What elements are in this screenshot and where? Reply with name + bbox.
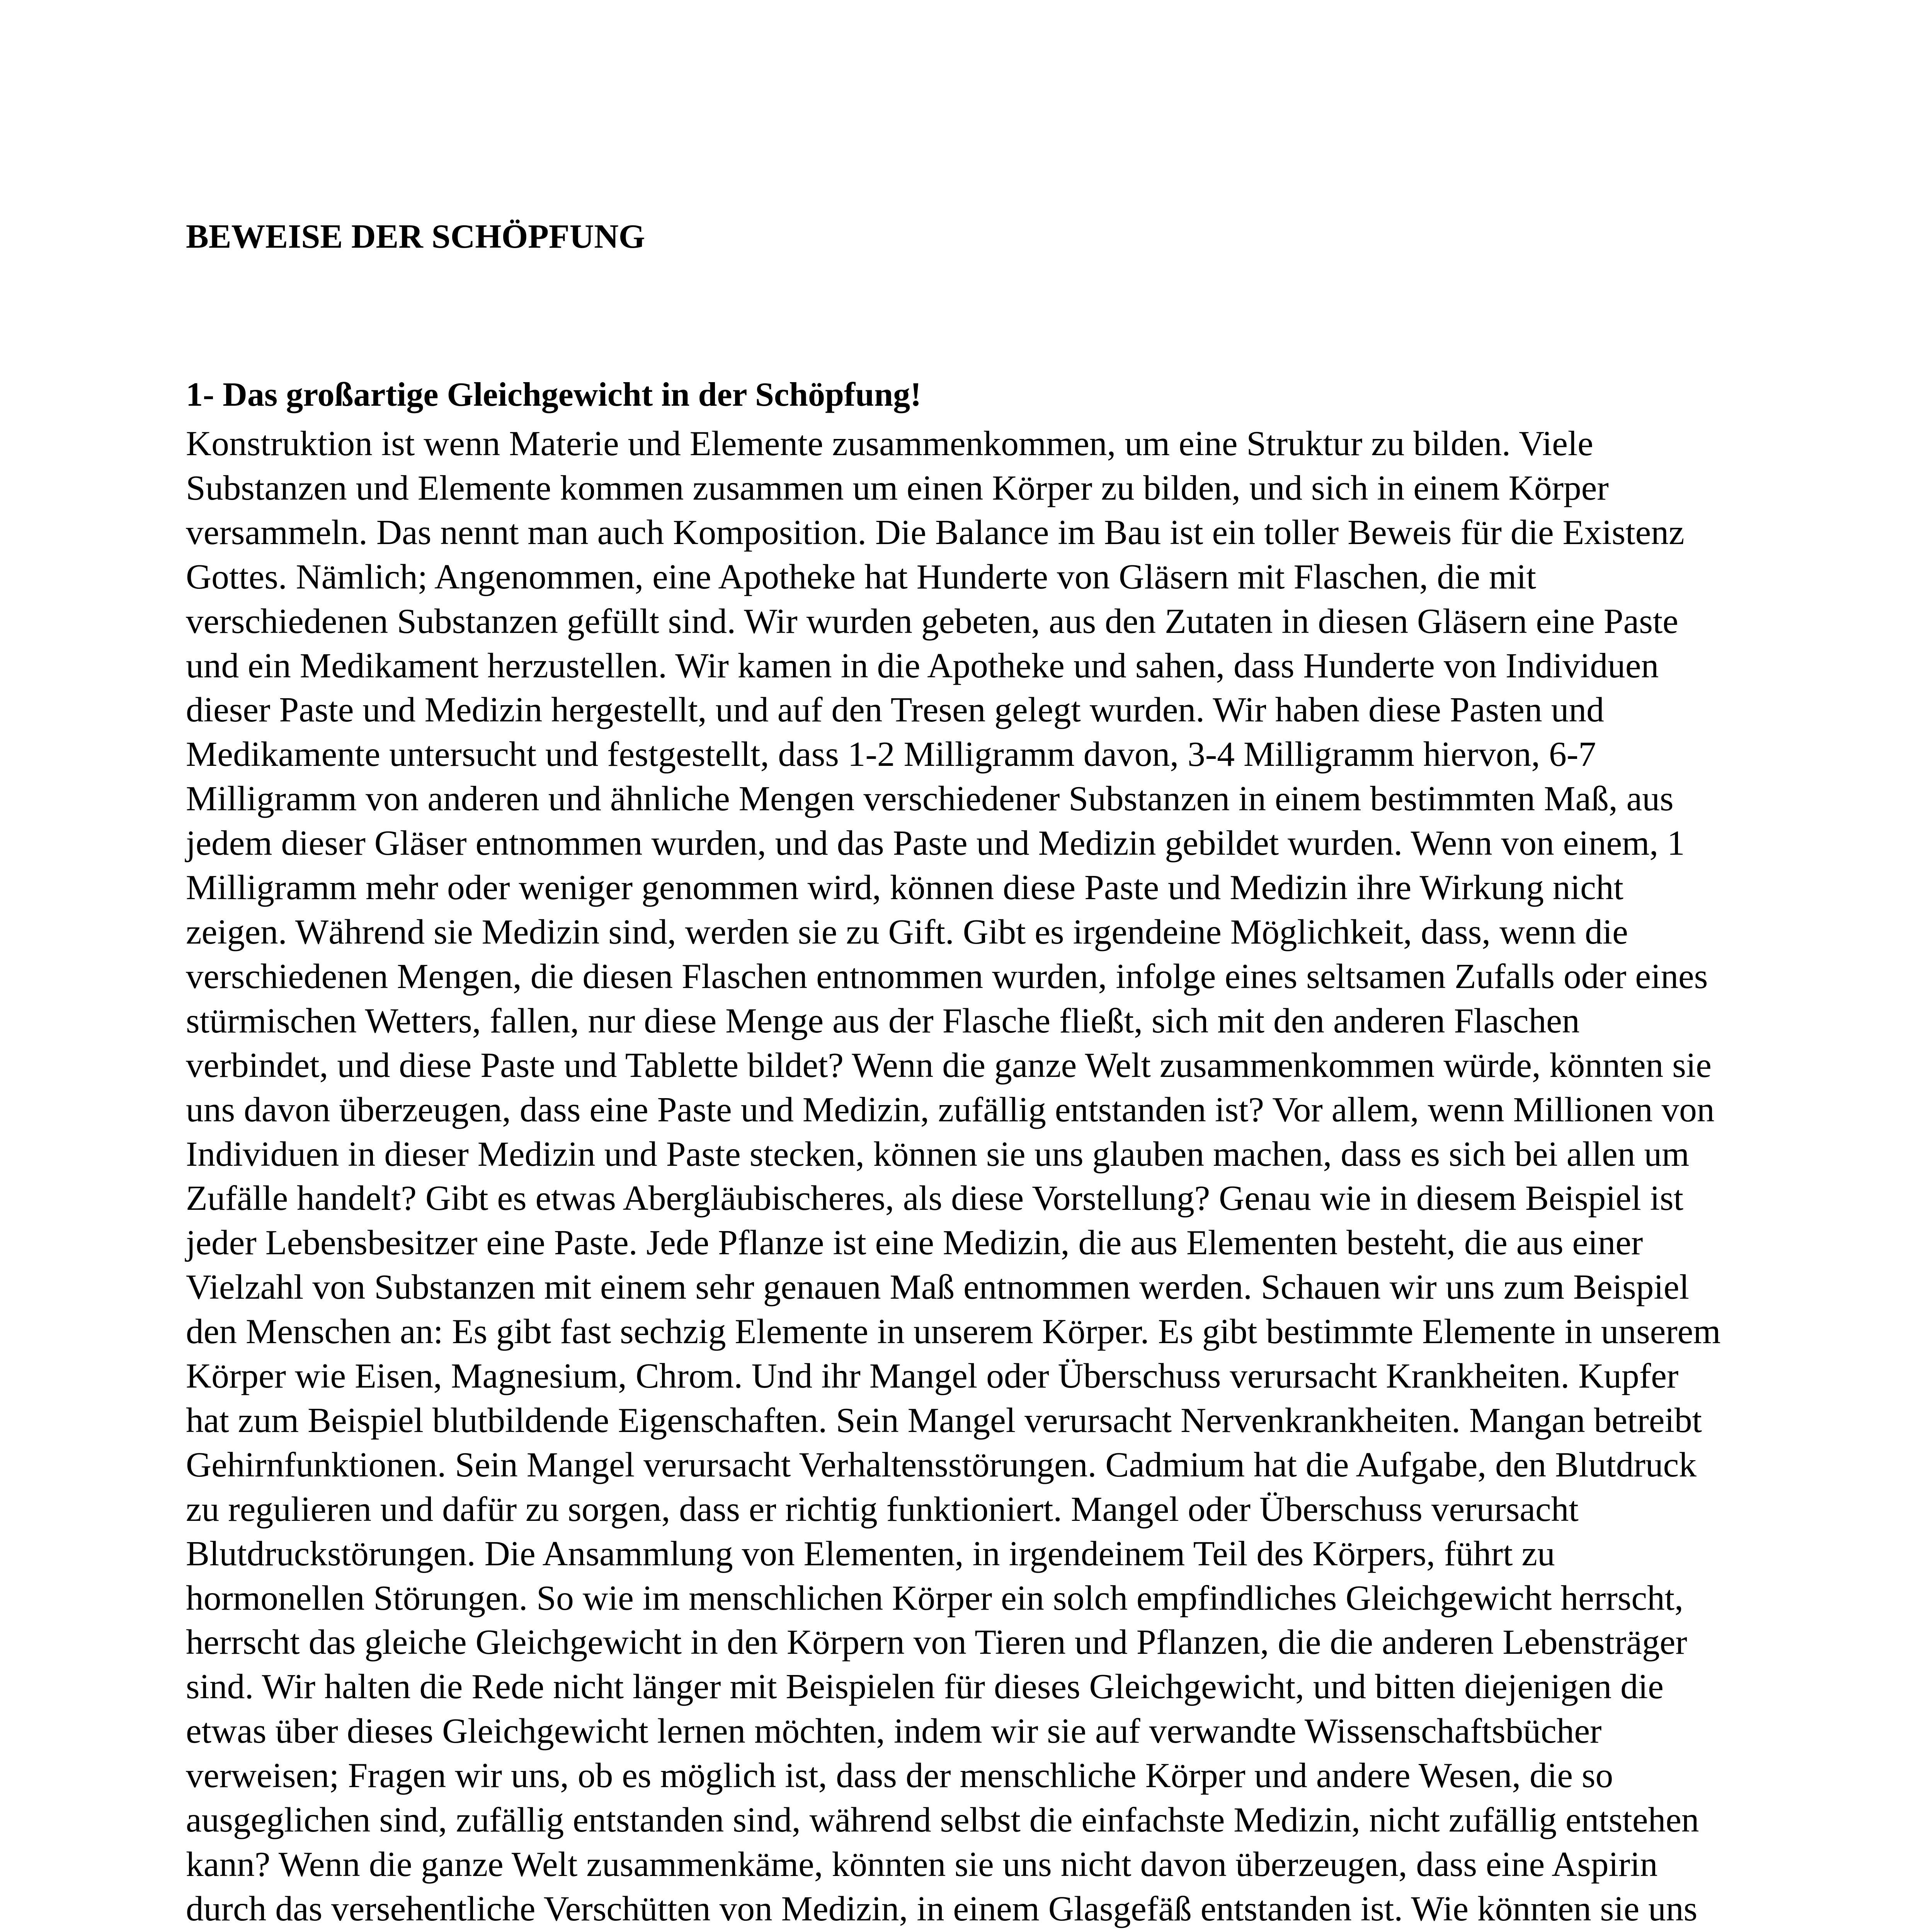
document-title: BEWEISE DER SCHÖPFUNG [186, 218, 645, 255]
section-body-paragraph: Konstruktion ist wenn Materie und Elemente zusammenkommen, um eine Struktur zu bilden. Viele Substanzen und Elemente kommen zusammen um einen Körper zu bilden, und sich in einem Körper versammeln. Das nennt man auch Komposition. Die Balance im Bau ist ein toller Beweis für die Existenz Gottes. Nämlich; Angenommen, eine Apotheke hat Hunderte von Gläsern mit Flaschen, die mit verschiedenen Substanzen gefüllt sind. Wir wurden gebeten, aus den Zutaten in diesen Gläsern eine Paste und ein Medikament herzustellen. Wir kamen in die Apotheke und sahen, dass Hunderte von Individuen dieser Paste und Medizin hergestellt, und auf den Tresen gelegt wurden. Wir haben diese Pasten und Medikamente untersucht und festgestellt, dass 1-2 Milligramm davon, 3-4 Milligramm hiervon, 6-7 Milligramm von anderen und ähnliche Mengen verschiedener Substanzen in einem bestimmten Maß, aus jedem dieser Gläser entnommen wurden, und das Paste und Medizin gebildet wurden. Wenn von einem, 1 Milligramm mehr oder weniger genommen wird, können diese Paste und Medizin ihre Wirkung nicht zeigen. Während sie Medizin sind, werden sie zu Gift. Gibt es irgendeine Möglichkeit, dass, wenn die verschiedenen Mengen, die diesen Flaschen entnommen wurden, infolge eines seltsamen Zufalls oder eines stürmischen Wetters, fallen, nur diese Menge aus der Flasche fließt, sich mit den anderen Flaschen verbindet, und diese Paste und Tablette bildet? Wenn die ganze Welt zusammenkommen würde, könnten sie uns davon überzeugen, dass eine Paste und Medizin, zufällig entstanden ist? Vor allem, wenn Millionen von Individuen in dieser Medizin und Paste stecken, können sie uns glauben machen, dass es sich bei allen um Zufälle handelt? Gibt es etwas Abergläubischeres, als diese Vorstellung? Genau wie in diesem Beispiel ist jeder Lebensbesitzer eine Paste. Jede Pflanze ist eine Medizin, die aus Elementen besteht, die aus einer Vielzahl von Substanzen mit einem sehr genauen Maß entnommen werden. Schauen wir uns zum Beispiel den Menschen an: Es gibt fast sechzig Elemente in unserem Körper. Es gibt bestimmte Elemente in unserem Körper wie Eisen, Magnesium, Chrom. Und ihr Mangel oder Überschuss verursacht Krankheiten. Kupfer hat zum Beispiel blutbildende Eigenschaften. Sein Mangel verursacht Nervenkrankheiten. Mangan betreibt Gehirnfunktionen. Sein Mangel verursacht Verhaltensstörungen. Cadmium hat die Aufgabe, den Blutdruck zu regulieren und dafür zu sorgen, dass er richtig funktioniert. Mangel oder Überschuss verursacht Blutdruckstörungen. Die Ansammlung von Elementen, in irgendeinem Teil des Körpers, führt zu hormonellen Störungen. So wie im menschlichen Körper ein solch empfindliches Gleichgewicht herrscht, herrscht das gleiche Gleichgewicht in den Körpern von Tieren und Pflanzen, die die anderen Lebensträger sind. Wir halten die Rede nicht länger mit Beispielen für dieses Gleichgewicht, und bitten diejenigen die etwas über dieses Gleichgewicht lernen möchten, indem wir sie auf verwandte Wissenschaftsbücher verweisen; Fragen wir uns, ob es möglich ist, dass der menschliche Körper und andere Wesen, die so ausgeglichen sind, zufällig entstanden sind, während selbst die einfachste Medizin, nicht zufällig entstehen kann? Wenn die ganze Welt zusammenkäme, könnten sie uns nicht davon überzeugen, dass eine Aspirin durch das versehentliche Verschütten von Medizin, in einem Glasgefäß entstanden ist. Wie könnten sie uns [186, 423, 1721, 1928]
section-heading: 1- Das großartige Gleichgewicht in der Schöpfung! [186, 376, 922, 413]
document-content [186, 214, 1730, 1932]
section-1 [186, 372, 1730, 1932]
